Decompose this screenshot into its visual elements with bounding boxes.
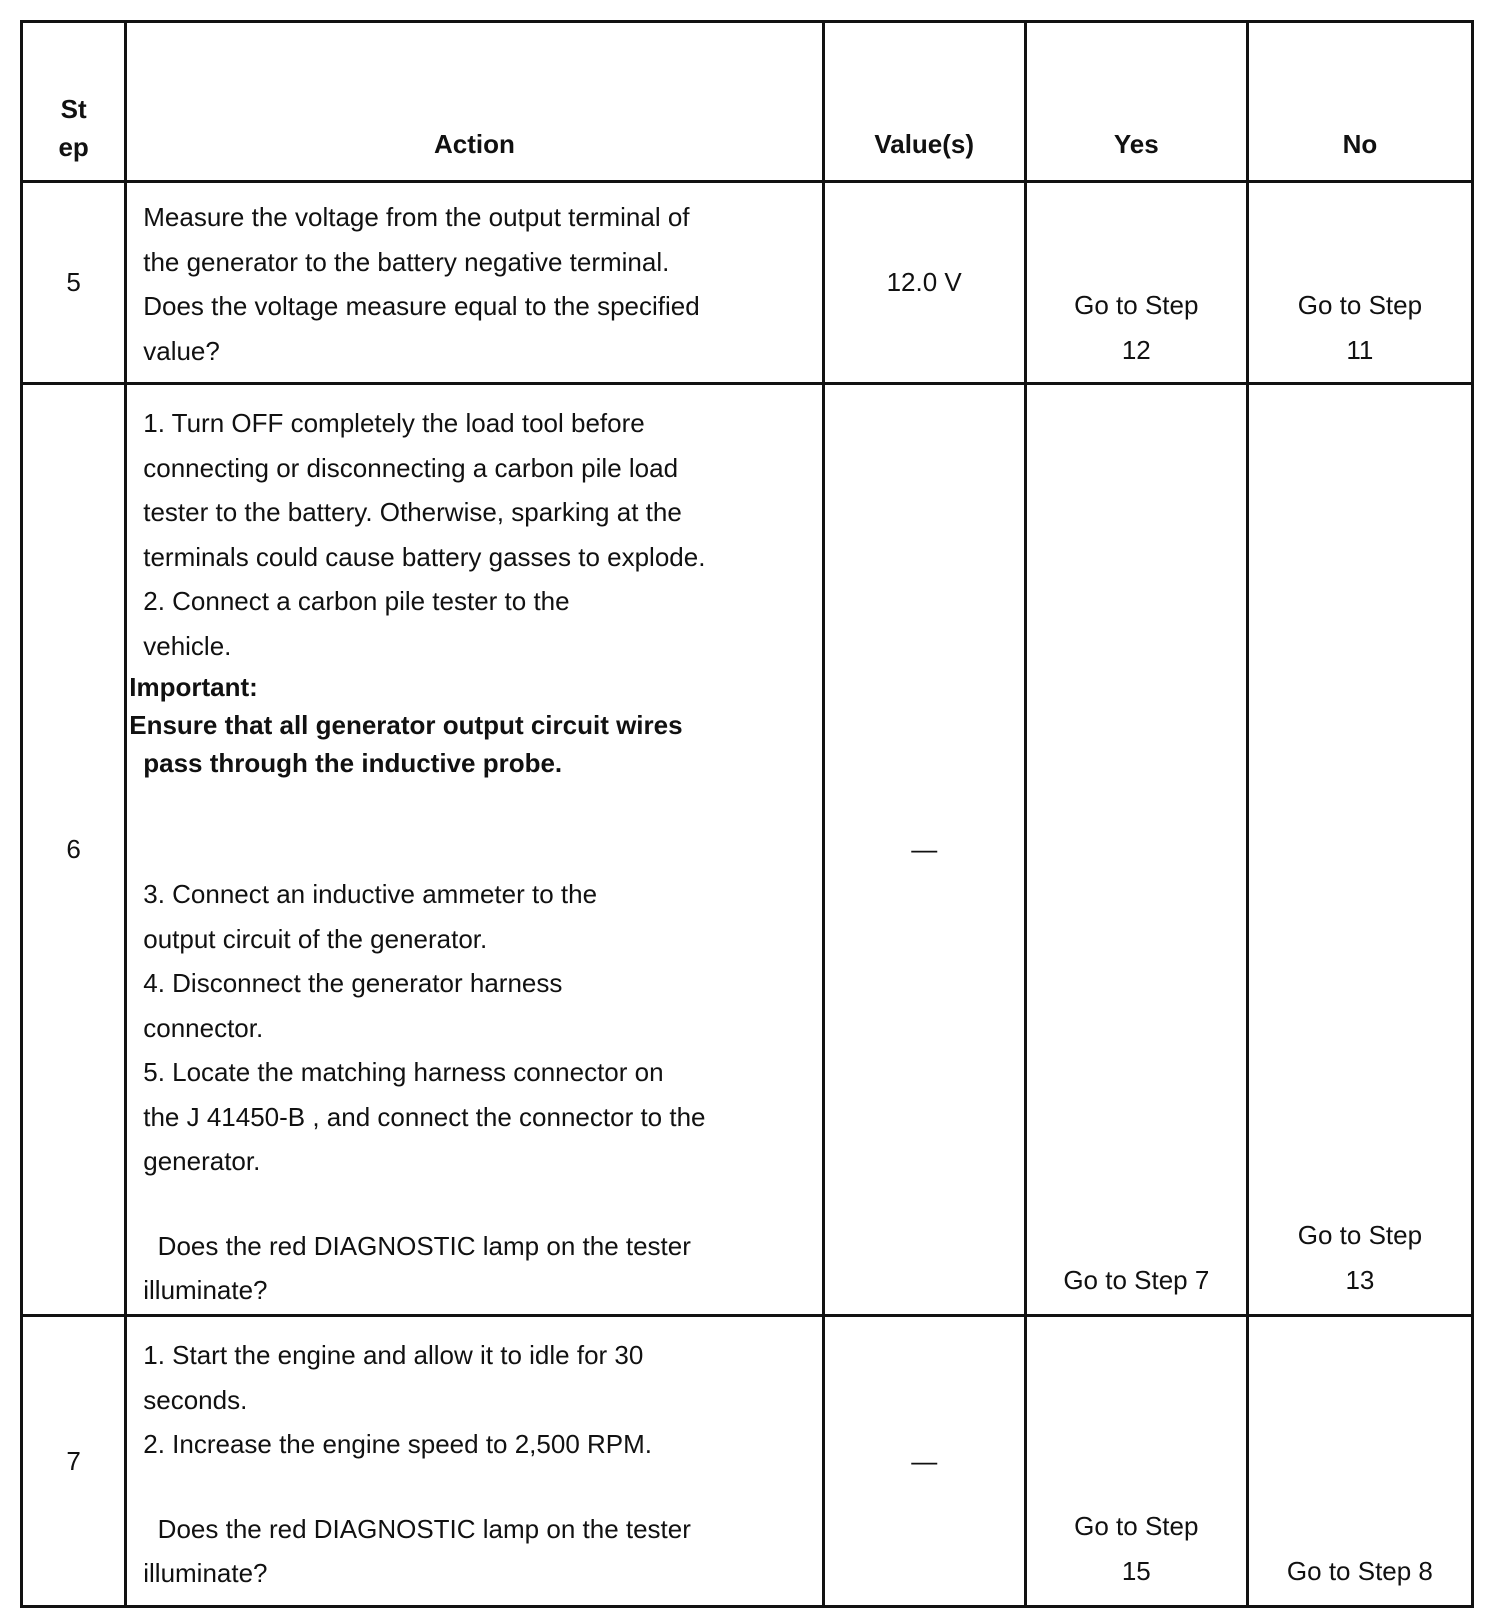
important-label: Important: [129, 672, 258, 702]
yes-line: Go to Step 7 [1063, 1264, 1210, 1295]
table-row [22, 384, 1473, 1316]
action-cell [126, 182, 823, 384]
yes-cell [1025, 182, 1247, 384]
action-line: seconds. [143, 1384, 248, 1415]
action-line: 4. Disconnect the generator harness [143, 968, 563, 998]
header-step-line-2: ep [58, 132, 89, 162]
action-line: generator. [143, 1146, 261, 1176]
question-line: Does the red DIAGNOSTIC lamp on the tester [143, 1513, 691, 1544]
no-cell [1247, 182, 1472, 384]
header-values: Value(s) [823, 22, 1025, 182]
yes-line: 12 [1121, 334, 1151, 365]
yes-line: 15 [1121, 1555, 1151, 1586]
value-cell: 12.0 V [823, 182, 1025, 384]
action-line: value? [143, 335, 220, 366]
action-line: output circuit of the generator. [143, 923, 488, 954]
step-number: 5 [22, 182, 126, 384]
table-row [22, 182, 1473, 384]
action-line: vehicle. [143, 630, 232, 661]
action-line: tester to the battery. Otherwise, sparking at the [143, 497, 682, 527]
no-cell [1247, 1316, 1472, 1607]
action-line: 1. Turn OFF completely the load tool before [143, 408, 645, 438]
action-line: 5. Locate the matching harness connector on [143, 1057, 664, 1087]
question-line: Does the red DIAGNOSTIC lamp on the tester [143, 1230, 691, 1261]
important-text: Ensure that all generator output circuit wires [129, 710, 683, 740]
action-line: Does the voltage measure equal to the specified [143, 291, 700, 321]
no-cell [1247, 384, 1472, 1316]
action-line: 3. Connect an inductive ammeter to the [143, 879, 598, 909]
no-line: Go to Step [1297, 1220, 1423, 1250]
header-action: Action [126, 22, 823, 182]
question-line: illuminate? [143, 1558, 268, 1588]
yes-cell [1025, 384, 1247, 1316]
action-line: connecting or disconnecting a carbon pile load [143, 452, 679, 483]
action-line: connector. [143, 1012, 264, 1043]
action-line: terminals could cause battery gasses to explode. [143, 541, 706, 572]
no-line: Go to Step 8 [1286, 1555, 1433, 1586]
step-number: 6 [22, 384, 126, 1316]
step-number: 7 [22, 1316, 126, 1607]
action-cell [126, 384, 823, 1316]
header-yes: Yes [1025, 22, 1247, 182]
action-line: 1. Start the engine and allow it to idle for 30 [143, 1340, 644, 1370]
yes-cell [1025, 1316, 1247, 1607]
header-step-line-1: St [60, 94, 87, 124]
diagnostic-table [20, 20, 1474, 1608]
value-cell: — [823, 1316, 1025, 1607]
header-row [22, 22, 1473, 182]
action-line: Measure the voltage from the output terminal of [143, 202, 690, 232]
yes-line: Go to Step [1074, 290, 1199, 320]
no-line: 13 [1345, 1264, 1375, 1295]
table-row [22, 1316, 1473, 1607]
question-line: illuminate? [143, 1275, 268, 1305]
no-line: 11 [1346, 334, 1374, 365]
header-no: No [1247, 22, 1472, 182]
action-line: the J 41450-B , and connect the connector to the [143, 1101, 706, 1132]
action-cell [126, 1316, 823, 1607]
header-step [22, 22, 126, 182]
important-text: pass through the inductive probe. [143, 748, 563, 778]
action-line: the generator to the battery negative terminal. [143, 246, 670, 277]
action-line: 2. Increase the engine speed to 2,500 RPM. [143, 1429, 653, 1459]
yes-line: Go to Step [1074, 1511, 1199, 1541]
value-cell: — [823, 384, 1025, 1316]
no-line: Go to Step [1297, 290, 1423, 320]
action-line: 2. Connect a carbon pile tester to the [143, 586, 570, 616]
